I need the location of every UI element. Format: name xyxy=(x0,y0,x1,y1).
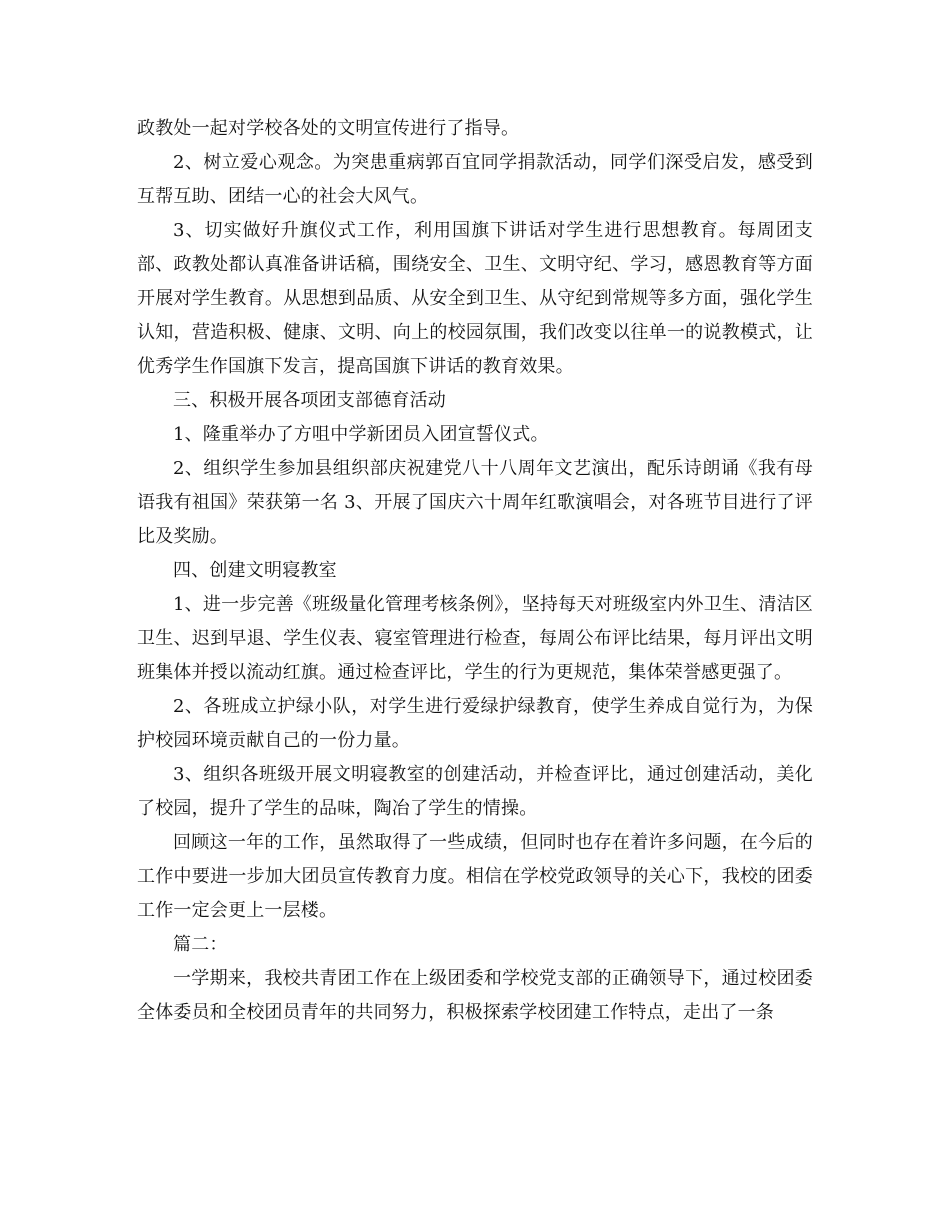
paragraph-6: 2、组织学生参加县组织部庆祝建党八十八周年文艺演出，配乐诗朗诵《我有母语我有祖国》荣获第一名 3、开展了国庆六十周年红歌演唱会，对各班节目进行了评比及奖励。 xyxy=(137,458,813,547)
section-heading-3: 三、积极开展各项团支部德育活动 xyxy=(173,390,446,411)
paragraph-5: 1、隆重举办了方咀中学新团员入团宣誓仪式。 xyxy=(173,424,549,445)
part-two-heading: 篇二： xyxy=(173,934,228,955)
paragraph-10: 3、组织各班级开展文明寝教室的创建活动，并检查评比，通过创建活动，美化了校园，提升了学生的品味，陶冶了学生的情操。 xyxy=(137,764,813,819)
section-heading-4: 四、创建文明寝教室 xyxy=(173,560,337,581)
paragraph-1: 政教处一起对学校各处的文明宣传进行了指导。 xyxy=(137,118,520,139)
paragraph-8: 1、进一步完善《班级量化管理考核条例》，坚持每天对班级室内外卫生、清洁区卫生、迟到早退、学生仪表、寝室管理进行检查，每周公布评比结果，每月评出文明班集体并授以流动红旗。通过检查评比，学生的行为更规范，集体荣誉感更强了。 xyxy=(137,594,813,683)
paragraph-2: 2、树立爱心观念。为突患重病郭百宜同学捐款活动，同学们深受启发，感受到互帮互助、团结一心的社会大风气。 xyxy=(137,152,813,207)
paragraph-13: 一学期来，我校共青团工作在上级团委和学校党支部的正确领导下，通过校团委全体委员和全校团员青年的共同努力，积极探索学校团建工作特点，走出了一条 xyxy=(137,968,813,1023)
paragraph-9: 2、各班成立护绿小队，对学生进行爱绿护绿教育，使学生养成自觉行为，为保护校园环境贡献自己的一份力量。 xyxy=(137,696,813,751)
document-page xyxy=(137,112,813,1030)
paragraph-3: 3、切实做好升旗仪式工作，利用国旗下讲话对学生进行思想教育。每周团支部、政教处都认真准备讲话稿，围绕安全、卫生、文明守纪、学习，感恩教育等方面开展对学生教育。从思想到品质、从安全到卫生、从守纪到常规等多方面，强化学生认知，营造积极、健康、文明、向上的校园氛围，我们改变以往单一的说教模式，让优秀学生作国旗下发言，提高国旗下讲话的教育效果。 xyxy=(137,220,813,377)
paragraph-11: 回顾这一年的工作，虽然取得了一些成绩，但同时也存在着许多问题，在今后的工作中要进一步加大团员宣传教育力度。相信在学校党政领导的关心下，我校的团委工作一定会更上一层楼。 xyxy=(137,832,813,921)
